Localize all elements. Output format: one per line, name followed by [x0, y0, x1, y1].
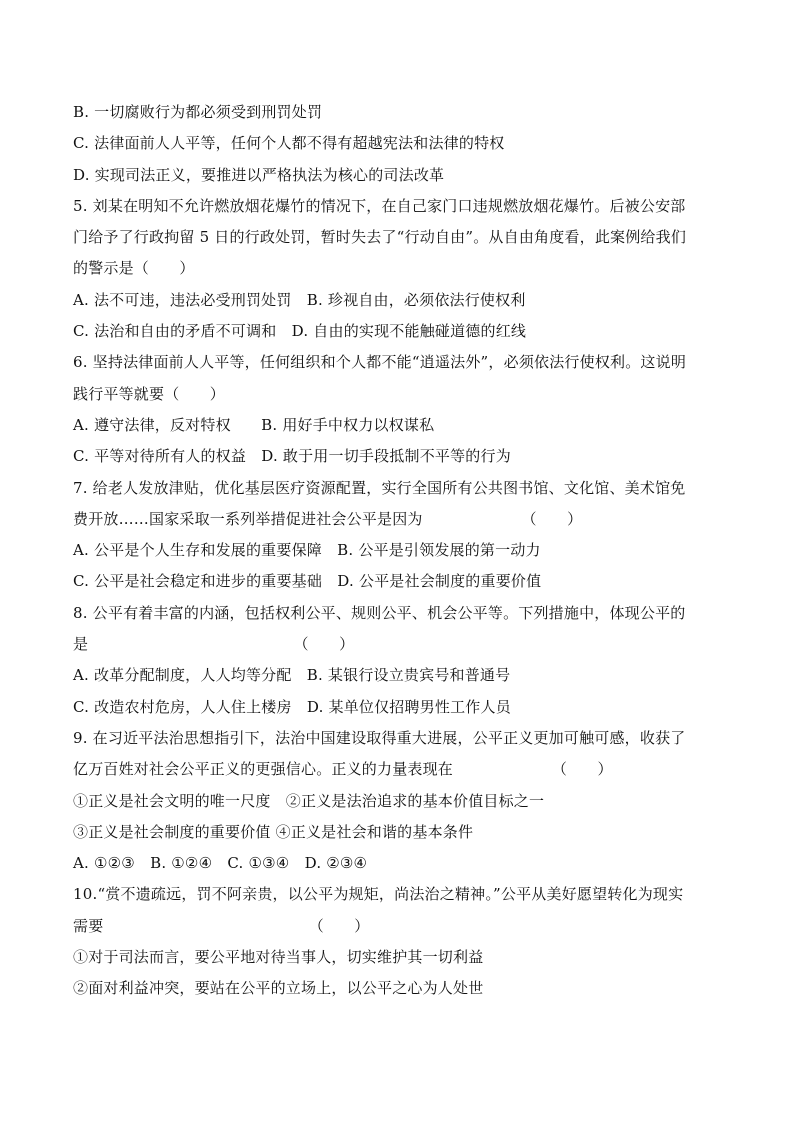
question-9-options: A. ①②③ B. ①②④ C. ①③④ D. ②③④	[73, 854, 368, 873]
question-5-options: C. 法治和自由的矛盾不可调和 D. 自由的实现不能触碰道德的红线	[73, 322, 527, 341]
question-7-options: C. 公平是社会稳定和进步的重要基础 D. 公平是社会制度的重要价值	[73, 572, 542, 591]
question-6-stem: 6. 坚持法律面前人人平等，任何组织和个人都不能“逍遥法外”，必须依法行使权利。这说明	[73, 353, 687, 372]
question-10-stem: 10.“赏不遗疏远，罚不阿亲贵，以公平为规矩，尚法治之精神。”公平从美好愿望转化为现实	[73, 885, 684, 904]
question-10-statements: ②面对利益冲突，要站在公平的立场上，以公平之心为人处世	[73, 979, 484, 998]
question-5-stem: 5. 刘某在明知不允许燃放烟花爆竹的情况下，在自己家门口违规燃放烟花爆竹。后被公安部	[73, 196, 686, 215]
question-7-stem: 7. 给老人发放津贴，优化基层医疗资源配置，实行全国所有公共图书馆、文化馆、美术馆免	[73, 478, 686, 497]
text-line: 门给予了行政拘留 5 日的行政处罚，暂时失去了“行动自由”。从自由角度看，此案例给我们	[73, 228, 687, 247]
question-6-options: A. 遵守法律，反对特权 B. 用好手中权力以权谋私	[73, 415, 435, 434]
question-9-stem: 9. 在习近平法治思想指引下，法治中国建设取得重大进展，公平正义更加可触可感，收获了	[73, 728, 686, 747]
question-8-options: C. 改造农村危房，人人住上楼房 D. 某单位仅招聘男性工作人员	[73, 697, 511, 716]
question-9-statements: ①正义是社会文明的唯一尺度 ②正义是法治追求的基本价值目标之一	[73, 791, 545, 810]
question-8-stem: 8. 公平有着丰富的内涵，包括权利公平、规则公平、机会公平等。下列措施中，体现公平的	[73, 603, 686, 622]
question-9-statements: ③正义是社会制度的重要价值 ④正义是社会和谐的基本条件	[73, 822, 474, 841]
question-10-statements: ①对于司法而言，要公平地对待当事人，切实维护其一切利益	[73, 948, 484, 967]
question-5-options: A. 法不可违，违法必受刑罚处罚 B. 珍视自由，必须依法行使权利	[73, 290, 526, 309]
document-page	[73, 97, 723, 1005]
text-line: 的警示是（ ）	[73, 259, 195, 278]
text-line: 费开放……国家采取一系列举措促进社会公平是因为 （ ）	[73, 509, 583, 528]
text-line: D. 实现司法正义，要推进以严格执法为核心的司法改革	[73, 165, 445, 184]
text-line: C. 法律面前人人平等，任何个人都不得有超越宪法和法律的特权	[73, 134, 505, 153]
question-8-options: A. 改革分配制度，人人均等分配 B. 某银行设立贵宾号和普通号	[73, 666, 511, 685]
question-6-options: C. 平等对待所有人的权益 D. 敢于用一切手段抵制不平等的行为	[73, 447, 511, 466]
text-line: 践行平等就要（ ）	[73, 384, 226, 403]
text-line: 需要 （ ）	[73, 916, 370, 935]
text-line: 亿万百姓对社会公平正义的更强信心。正义的力量表现在 （ ）	[73, 760, 613, 779]
text-line: 是 （ ）	[73, 635, 355, 654]
question-7-options: A. 公平是个人生存和发展的重要保障 B. 公平是引领发展的第一动力	[73, 541, 541, 560]
text-line: B. 一切腐败行为都必须受到刑罚处罚	[73, 103, 323, 121]
